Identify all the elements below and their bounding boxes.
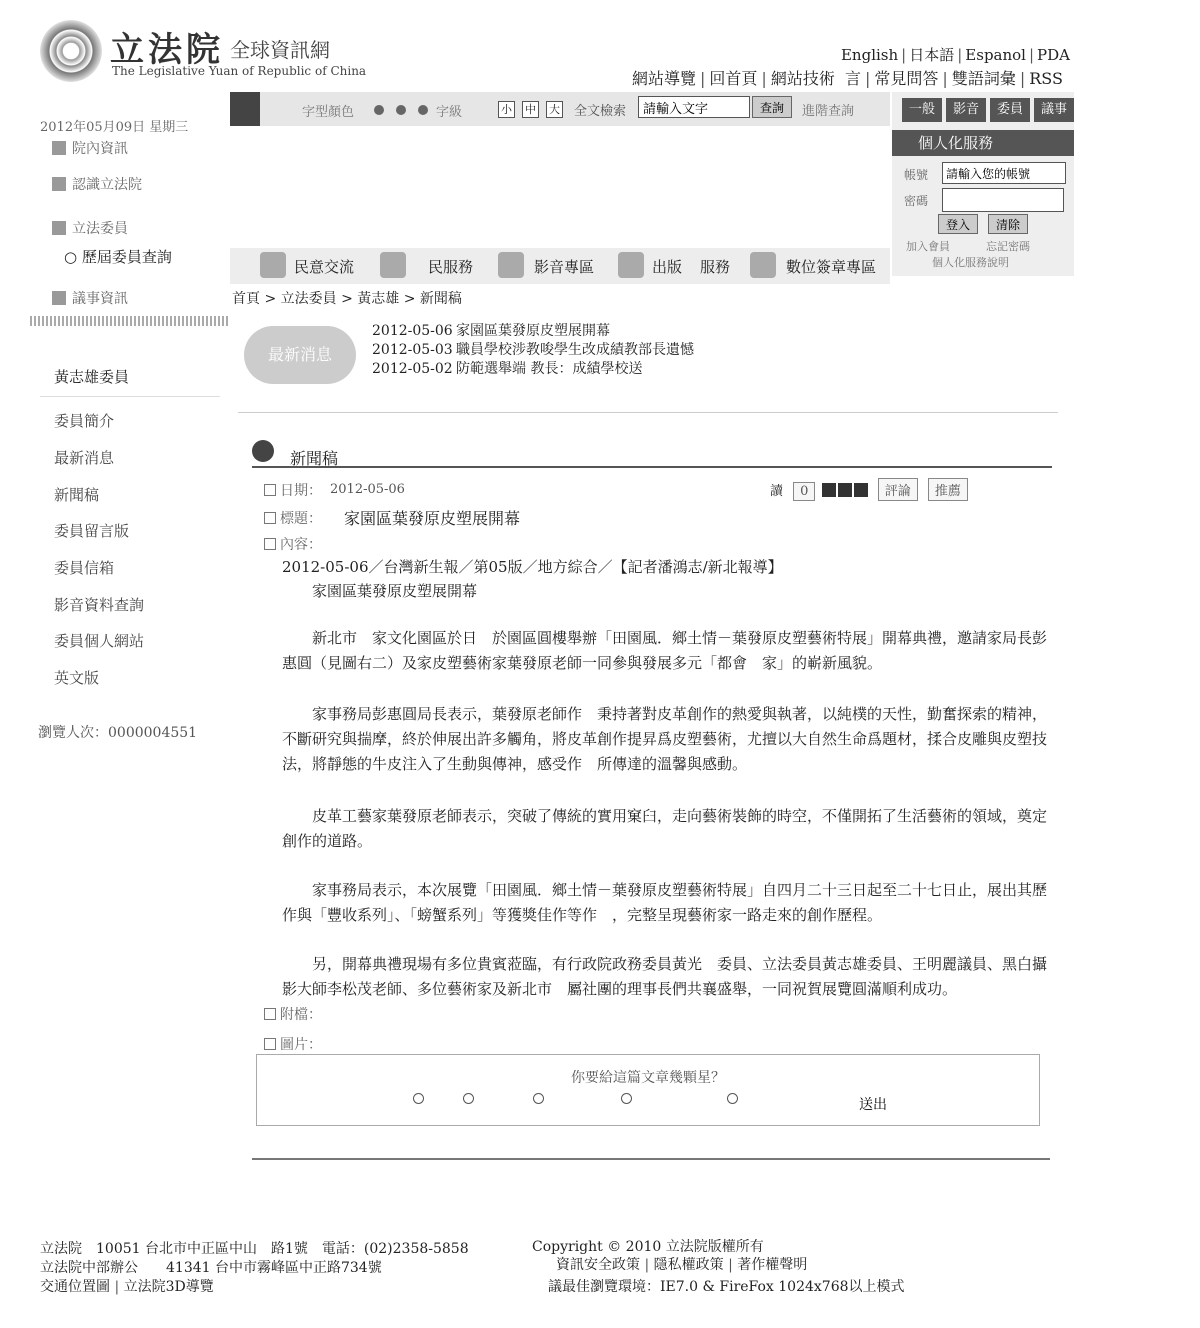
news-item[interactable]: [372, 339, 694, 359]
member-nav-english[interactable]: 英文版: [54, 669, 100, 687]
twitter-icon[interactable]: [854, 483, 868, 497]
views-label: 讀: [770, 484, 784, 499]
logo-subtitle: 全球資訊網: [230, 38, 330, 62]
toolbar-arrow-icon: [230, 92, 260, 126]
comment-button[interactable]: 評論: [878, 478, 918, 501]
account-input[interactable]: [942, 162, 1066, 184]
rating-radio-3[interactable]: [533, 1093, 544, 1104]
top-nav: 網站導覽 | 回首頁 | 網站技術 言 | 常見問答 | 雙語詞彙 | RSS: [632, 69, 1063, 88]
search-input[interactable]: [638, 96, 750, 118]
content-label: 內容：: [264, 534, 322, 554]
mainnav-media[interactable]: 影音專區: [534, 258, 595, 276]
footer-3d-tour[interactable]: 立法院3D導覽: [123, 1279, 214, 1295]
mainnav-services[interactable]: 服務: [700, 258, 731, 276]
news-date: 2012-05-02: [372, 361, 453, 377]
lang-pda[interactable]: PDA: [1037, 46, 1070, 64]
toolbar: [230, 92, 890, 126]
topnav-home[interactable]: 回首頁: [709, 69, 758, 88]
mainnav-signature[interactable]: 數位簽章專區: [786, 258, 877, 276]
content-bottom-divider: [252, 1158, 1050, 1160]
content-divider: [238, 412, 1058, 413]
account-label: 帳號: [904, 168, 929, 182]
login-button[interactable]: 登入: [938, 214, 978, 234]
publication-icon: [618, 252, 644, 278]
images-label: 圖片：: [264, 1034, 322, 1054]
font-size-large[interactable]: 大: [546, 101, 563, 118]
visits-value: 0000004551: [108, 725, 198, 741]
views-count: 0: [793, 482, 815, 501]
topnav-sitemap[interactable]: 網站導覽: [632, 69, 697, 88]
footer-security-policy[interactable]: 資訊安全政策: [556, 1257, 640, 1273]
seal-icon: [40, 20, 102, 82]
font-color-label: 字型顏色: [302, 105, 355, 120]
latest-news-badge: 最新消息: [244, 326, 356, 384]
news-item[interactable]: [372, 358, 642, 378]
article-paragraph: 家事務局彭惠圓局長表示，葉發原老師作 秉持著對皮革創作的熱愛與執著，以純樸的天性，勤奮探索的精神，不斷研究與揣摩，終於伸展出許多觸角，將皮革創作提昇爲皮塑藝術，尤擅以大自然生命爲題材，揉合皮雕與皮塑技法，將靜態的牛皮注入了生動與傳神，感受作 所傳達的溫馨與感動。: [282, 705, 1048, 773]
rating-radio-2[interactable]: [463, 1093, 474, 1104]
panel-tab-general[interactable]: 一般: [902, 98, 942, 122]
clear-button[interactable]: 清除: [988, 214, 1028, 234]
topnav-faq[interactable]: 常見問答: [874, 69, 939, 88]
password-input[interactable]: [942, 188, 1064, 212]
title-label: 標題：: [264, 508, 322, 528]
mainnav-publication[interactable]: 出版: [652, 258, 683, 276]
service-icon: [380, 252, 406, 278]
article-paragraph: 皮革工藝家葉發原老師表示，突破了傳統的實用窠臼，走向藝術裝飾的時空，不僅開拓了生活藝術的領域，奠定創作的道路。: [282, 807, 1048, 850]
footer-browser-note: 議最佳瀏覽環境：IE7.0 & FireFox 1024x768以上模式: [548, 1279, 905, 1295]
article-subhead: 家園區葉發原皮塑展開幕: [312, 582, 478, 600]
member-nav-press[interactable]: 新聞稿: [54, 486, 100, 504]
font-size-small[interactable]: 小: [498, 101, 515, 118]
news-title[interactable]: 防範選舉端 教長：成績學校送: [456, 361, 643, 377]
topnav-glossary[interactable]: 雙語詞彙: [951, 69, 1016, 88]
member-nav-board[interactable]: 委員留言版: [54, 522, 130, 540]
news-title[interactable]: 職員學校涉教唆學生改成績教部長遺憾: [456, 342, 694, 358]
rating-radio-1[interactable]: [413, 1093, 424, 1104]
news-date: 2012-05-03: [372, 342, 453, 358]
footer-left-links: 交通位置圖 | 立法院3D導覽: [40, 1279, 214, 1295]
language-links: English | 日本語 | Espanol | PDA: [840, 46, 1070, 64]
plurk-icon[interactable]: [838, 483, 852, 497]
footer-copyright-statement[interactable]: 著作權聲明: [737, 1257, 808, 1273]
article-paragraph: 新北市 家文化園區於日 於園區圓樓舉辦「田園風．鄉土情－葉發原皮塑藝術特展」開幕典禮，邀請家局長彭惠圓（見圖右二）及家皮塑藝術家葉發原老師一同參與發展多元「都會 家」的嶄新風貌。: [282, 629, 1048, 672]
main-nav: [230, 248, 890, 284]
lang-espanol[interactable]: Espanol: [965, 46, 1026, 64]
member-nav-mailbox[interactable]: 委員信箱: [54, 559, 115, 577]
section-underline: [252, 466, 1052, 468]
visit-counter: [38, 722, 197, 742]
color-dot-1[interactable]: [374, 105, 384, 115]
article-paragraph: 家事務局表示，本次展覽「田園風．鄉土情－葉發原皮塑藝術特展」自四月二十三日起至二十七日止，展出其歷作與「豐收系列」、「螃蟹系列」等獲獎佳作等作 ，完整呈現藝術家一路走來的創作歷程。: [282, 881, 1048, 924]
personal-settings-link[interactable]: 個人化服務說明: [932, 256, 1009, 269]
mainnav-exchange[interactable]: 民意交流: [294, 258, 355, 276]
attachments-label: 附檔：: [264, 1004, 322, 1024]
search-label: 全文檢索: [574, 104, 627, 119]
footer-right-links: 資訊安全政策 | 隱私權政策 | 著作權聲明: [556, 1257, 808, 1273]
member-nav-website[interactable]: 委員個人網站: [54, 632, 145, 650]
current-date: 2012年05月09日 星期三: [40, 120, 189, 135]
color-dot-3[interactable]: [418, 105, 428, 115]
logo-english: The Legislative Yuan of Republic of China: [112, 64, 367, 78]
panel-title: 個人化服務: [892, 130, 1074, 156]
news-title[interactable]: 家園區葉發原皮塑展開幕: [456, 323, 610, 339]
article-tools: [770, 478, 968, 501]
news-item[interactable]: [372, 320, 610, 340]
article-title: 家園區葉發原皮塑展開幕: [344, 509, 521, 528]
advanced-search-link[interactable]: 進階查詢: [802, 104, 855, 119]
exchange-icon: [260, 252, 286, 278]
signature-icon: [750, 252, 776, 278]
recommend-button[interactable]: 推薦: [928, 478, 968, 501]
left-nav-agenda[interactable]: 議事資訊: [52, 288, 128, 308]
rating-radio-5[interactable]: [727, 1093, 738, 1104]
article-source: 2012-05-06／台灣新生報／第05版／地方綜合／【記者潘鴻志/新北報導】: [282, 558, 783, 576]
article-paragraph: 另，開幕典禮現場有多位貴賓蒞臨，有行政院政務委員黃光 委員、立法委員黃志雄委員、王明麗議員、黑白攝影大師李松茂老師、多位藝術家及新北市 屬社團的理事長們共襄盛舉，一同祝賀展覽圓滿順利成功。: [282, 955, 1048, 998]
search-button[interactable]: 查詢: [752, 96, 792, 118]
personal-panel: [892, 92, 1074, 276]
footer-address-1: 立法院 10051 台北市中正區中山 路1號 電話：(02)2358-5858: [40, 1241, 469, 1257]
footer-privacy-policy[interactable]: 隱私權政策: [653, 1257, 724, 1273]
lang-english[interactable]: English: [840, 46, 899, 64]
forgot-password-link[interactable]: 忘記密碼: [986, 240, 1030, 253]
breadcrumb[interactable]: 首頁 > 立法委員 > 黃志雄 > 新聞稿: [232, 291, 462, 307]
media-icon: [498, 252, 524, 278]
panel-tab-member[interactable]: 委員: [990, 98, 1030, 122]
password-label: 密碼: [904, 194, 929, 208]
footer-traffic-map[interactable]: 交通位置圖: [40, 1279, 110, 1295]
news-date: 2012-05-06: [372, 323, 453, 339]
font-size-medium[interactable]: 中: [522, 101, 539, 118]
rating-radio-4[interactable]: [621, 1093, 632, 1104]
left-nav-legislators[interactable]: 立法委員: [52, 218, 128, 238]
left-nav-about[interactable]: 認識立法院: [52, 174, 142, 194]
date-label: 日期：: [264, 480, 322, 500]
topnav-rss[interactable]: RSS: [1029, 69, 1063, 88]
panel-tab-agenda[interactable]: 議事: [1034, 98, 1074, 122]
footer-address-2: 立法院中部辦公 41341 台中市霧峰區中正路734號: [40, 1260, 382, 1276]
site-logo[interactable]: [40, 20, 380, 84]
panel-tab-media[interactable]: 影音: [946, 98, 986, 122]
join-link[interactable]: 加入會員: [906, 240, 950, 253]
color-dot-2[interactable]: [396, 105, 406, 115]
member-nav-intro[interactable]: 委員簡介: [54, 412, 115, 430]
rating-box: [256, 1054, 1040, 1126]
rating-question: 你要給這篇文章幾顆星？: [571, 1070, 725, 1086]
member-nav-video[interactable]: 影音資料查詢: [54, 596, 145, 614]
footer-copyright: Copyright © 2010 立法院版權所有: [532, 1239, 764, 1255]
section-title: 新聞稿: [290, 449, 339, 468]
logo-title: 立法院: [110, 30, 224, 70]
article-date: 2012-05-06: [330, 482, 405, 497]
left-nav-history-query[interactable]: ○ 歷屆委員查詢: [64, 248, 172, 266]
facebook-icon[interactable]: [822, 483, 836, 497]
section-icon: [252, 440, 274, 462]
history-query-label: 歷屆委員查詢: [81, 248, 172, 266]
member-nav-news[interactable]: 最新消息: [54, 449, 115, 467]
font-size-label: 字級: [436, 105, 463, 120]
sidebar-divider: [30, 316, 230, 326]
member-name: 黃志雄委員: [54, 368, 130, 386]
member-divider: [40, 396, 220, 397]
topnav-message[interactable]: 言: [845, 69, 862, 88]
topnav-tech[interactable]: 網站技術: [770, 69, 835, 88]
mainnav-service[interactable]: 民服務: [428, 258, 474, 276]
visits-label: 瀏覽人次：: [38, 725, 108, 741]
lang-japanese[interactable]: 日本語: [909, 46, 955, 64]
left-nav-info[interactable]: 院內資訊: [52, 138, 128, 158]
rating-submit-button[interactable]: 送出: [853, 1093, 893, 1115]
